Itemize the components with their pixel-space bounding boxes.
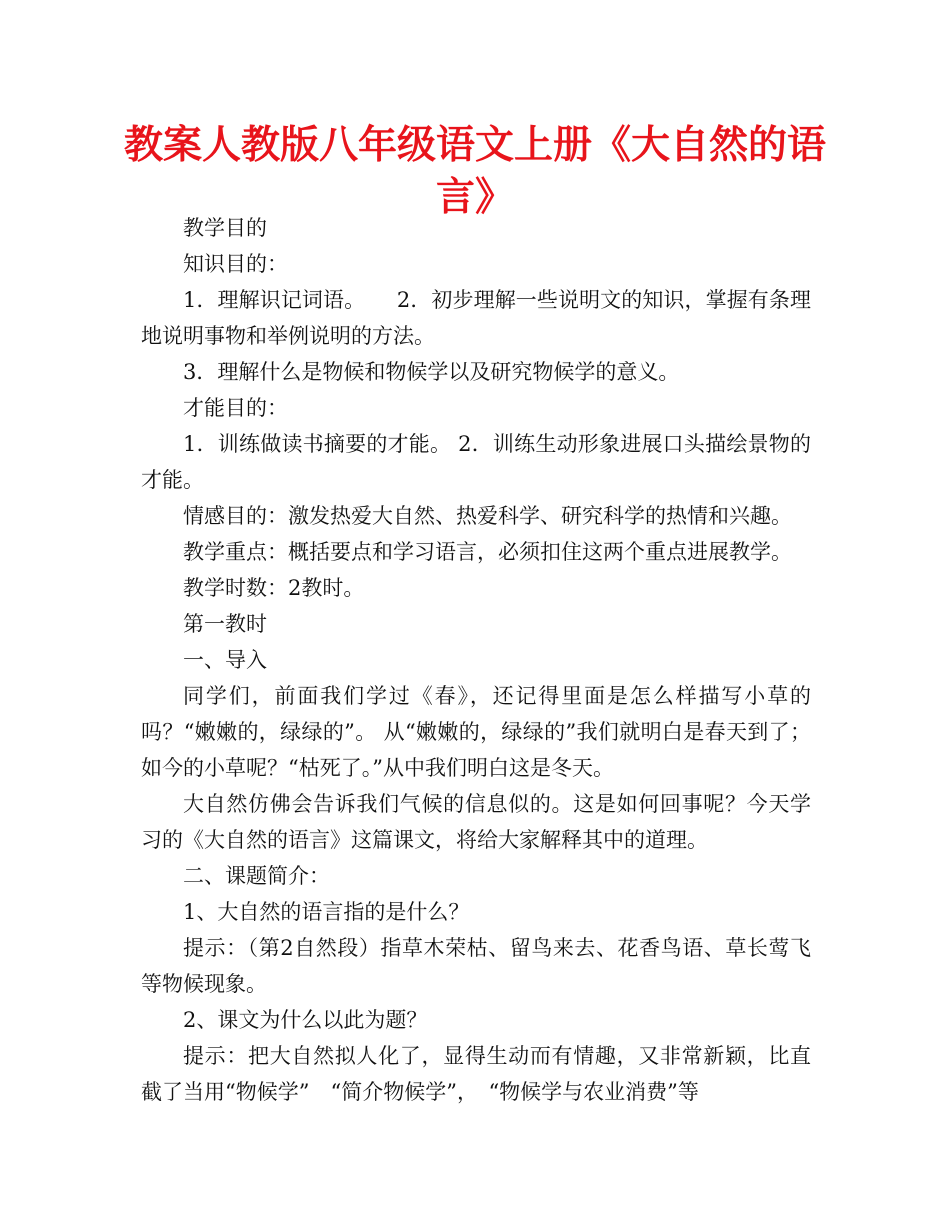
paragraph: 情感目的：激发热爱大自然、热爱科学、研究科学的热情和兴趣。 — [183, 504, 792, 528]
paragraph: 提示：把大自然拟人化了，显得生动而有情趣，又非常新颖，比直截了当用“物候学” “简介物候学”， “物候学与农业消费”等 — [141, 1044, 811, 1104]
paragraph: 二、课题简介： — [183, 864, 330, 888]
paragraph: 大自然仿佛会告诉我们气候的信息似的。这是如何回事呢？今天学习的《大自然的语言》这篇课文，将给大家解释其中的道理。 — [141, 792, 811, 852]
paragraph: 教学重点：概括要点和学习语言，必须扣住这两个重点进展教学。 — [183, 540, 792, 564]
paragraph: 1．训练做读书摘要的才能。 2．训练生动形象进展口头描绘景物的才能。 — [141, 432, 811, 492]
paragraph: 第一教时 — [183, 612, 267, 636]
document-body — [141, 210, 811, 1110]
paragraph: 1、大自然的语言指的是什么？ — [183, 900, 470, 924]
document-title: 教案人教版八年级语文上册《大自然的语言》 — [123, 123, 826, 220]
paragraph: 同学们，前面我们学过《春》，还记得里面是怎么样描写小草的吗？“嫩嫩的，绿绿的”。 从“嫩嫩的，绿绿的”我们就明白是春天到了；如今的小草呢？“枯死了。”从中我们明白这是冬天。 — [141, 684, 811, 780]
paragraph: 2、课文为什么以此为题？ — [183, 1008, 428, 1032]
paragraph: 3．理解什么是物候和物候学以及研究物候学的意义。 — [183, 360, 680, 384]
paragraph: 教学时数：2教时。 — [183, 576, 365, 600]
paragraph: 提示：（第2自然段）指草木荣枯、留鸟来去、花香鸟语、草长莺飞等物候现象。 — [141, 936, 811, 996]
paragraph: 教学目的 — [183, 216, 267, 240]
paragraph: 知识目的： — [183, 252, 288, 276]
paragraph: 才能目的： — [183, 396, 288, 420]
paragraph: 一、导入 — [183, 648, 267, 672]
paragraph: 1．理解识记词语。 2．初步理解一些说明文的知识，掌握有条理地说明事物和举例说明的方法。 — [141, 288, 811, 348]
